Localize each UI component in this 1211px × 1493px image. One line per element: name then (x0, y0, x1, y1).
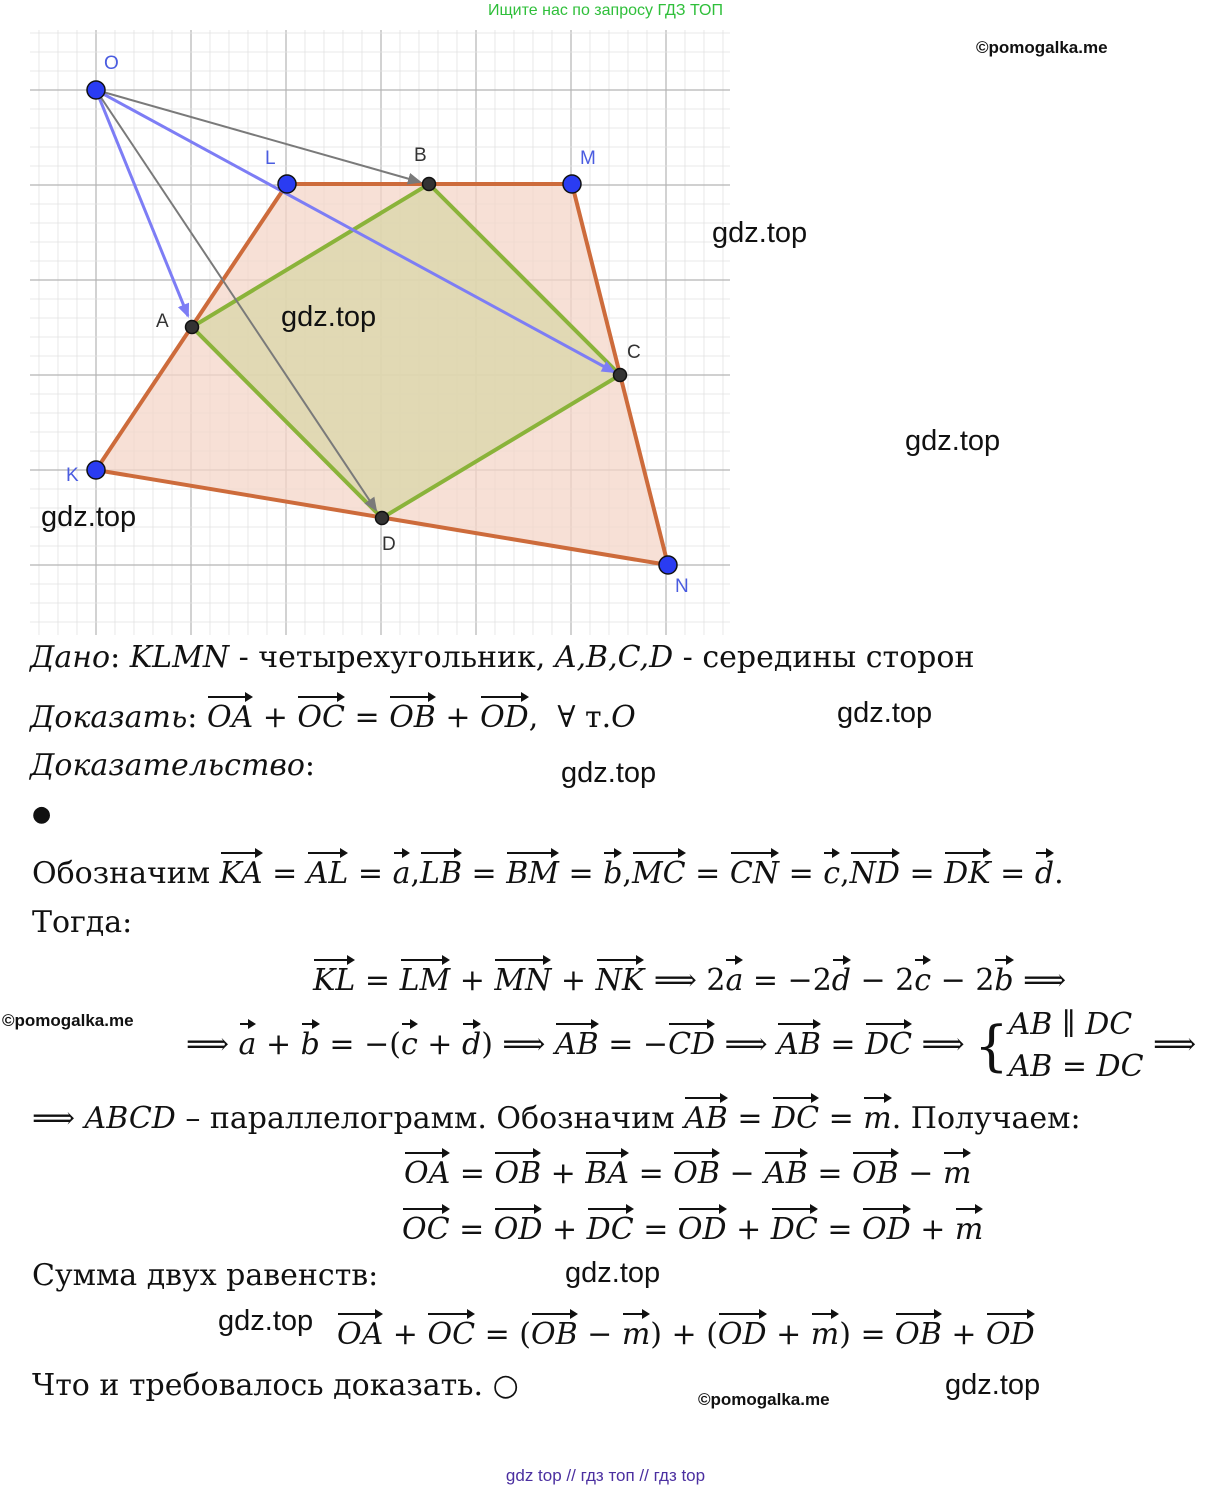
parallelogram-line: ⟹ ABCD – параллелограмм. Обозначим AB = DC = m. Получаем: (32, 1095, 1081, 1136)
label-n: N (675, 576, 689, 597)
label-o: O (104, 53, 119, 74)
gdz-watermark-7: gdz.top (565, 1257, 661, 1289)
point-k (87, 461, 105, 479)
point-n (659, 556, 677, 574)
gdz-watermark-1: gdz.top (712, 217, 808, 249)
footer-links[interactable]: gdz top // гдз топ // гдз top (505, 1466, 706, 1485)
vector-ob (96, 90, 420, 182)
proof-line: Доказательство: (30, 748, 316, 783)
pomogalka-watermark-left: ©pomogalka.me (2, 1011, 134, 1030)
label-c: C (627, 342, 641, 363)
gdz-watermark-6: gdz.top (561, 757, 657, 789)
point-d (376, 512, 389, 525)
denote-word: Обозначим (32, 856, 211, 891)
gdz-watermark-8: gdz.top (218, 1305, 314, 1337)
point-c (614, 369, 627, 382)
gdz-watermark-4: gdz.top (41, 501, 137, 533)
equation-1: KL = LM + MN + NK ⟹ 2a = −2d − 2c − 2b ⟹ (313, 957, 1066, 998)
then-line: Тогда: (32, 905, 133, 940)
equation-2: ⟹ a + b = −(c + d) ⟹ AB = −CD ⟹ AB = DC ⟹ {AB ∥ DC AB = DC ⟹ (186, 1007, 1197, 1084)
point-a (186, 321, 199, 334)
given-quad: KLMN (129, 640, 230, 675)
equation-4: OC = OD + DC = OD + DC = OD + m (402, 1206, 983, 1247)
given-rest: - четырехугольник, (229, 640, 555, 675)
label-l: L (265, 148, 276, 169)
gdz-watermark-9: gdz.top (945, 1369, 1041, 1401)
qed-line: Что и требовалось доказать. ○ (32, 1368, 519, 1403)
equation-5: OA + OC = (OB − m) + (OD + m) = OB + OD (337, 1311, 1035, 1352)
receive-text: . Получаем: (891, 1101, 1081, 1136)
pomogalka-watermark-bottom: ©pomogalka.me (698, 1390, 830, 1409)
prove-line: Доказать: OA + OC = OB + OD, ∀ т.O (30, 694, 636, 735)
label-d: D (382, 534, 396, 555)
equation-3: OA = OB + BA = OB − AB = OB − m (404, 1150, 971, 1191)
sum-line: Сумма двух равенств: (32, 1258, 379, 1293)
prove-label: Доказать (30, 700, 188, 735)
prove-forall: ∀ т. (557, 700, 612, 735)
point-b (423, 178, 436, 191)
point-l (278, 175, 296, 193)
bullet: ● (32, 802, 52, 827)
pomogalka-watermark-top: ©pomogalka.me (976, 38, 1108, 57)
label-k: K (66, 465, 79, 486)
label-m: M (580, 148, 596, 169)
label-a: A (156, 311, 169, 332)
gdz-watermark-5: gdz.top (837, 697, 933, 729)
given-line: Дано: KLMN - четырехугольник, A,B,C,D - середины сторон (30, 640, 975, 675)
label-b: B (414, 145, 427, 166)
proof-label: Доказательство (30, 748, 305, 783)
point-m (563, 175, 581, 193)
geometry-figure (30, 30, 730, 635)
denote-line: Обозначим KA = AL = a,LB = BM = b,MC = CN = c,ND = DK = d. (32, 850, 1064, 891)
given-label: Дано (30, 640, 111, 675)
top-banner[interactable]: Ищите нас по запросу ГДЗ ТОП (488, 2, 723, 19)
gdz-watermark-3: gdz.top (905, 425, 1001, 457)
prove-point: O (611, 700, 636, 735)
point-o (87, 81, 105, 99)
gdz-watermark-2: gdz.top (281, 301, 377, 333)
given-end: - середины сторон (673, 640, 975, 675)
parallelogram-text: – параллелограмм. Обозначим (175, 1101, 685, 1136)
given-points: A,B,C,D (554, 640, 674, 675)
vector-oa (96, 90, 188, 316)
